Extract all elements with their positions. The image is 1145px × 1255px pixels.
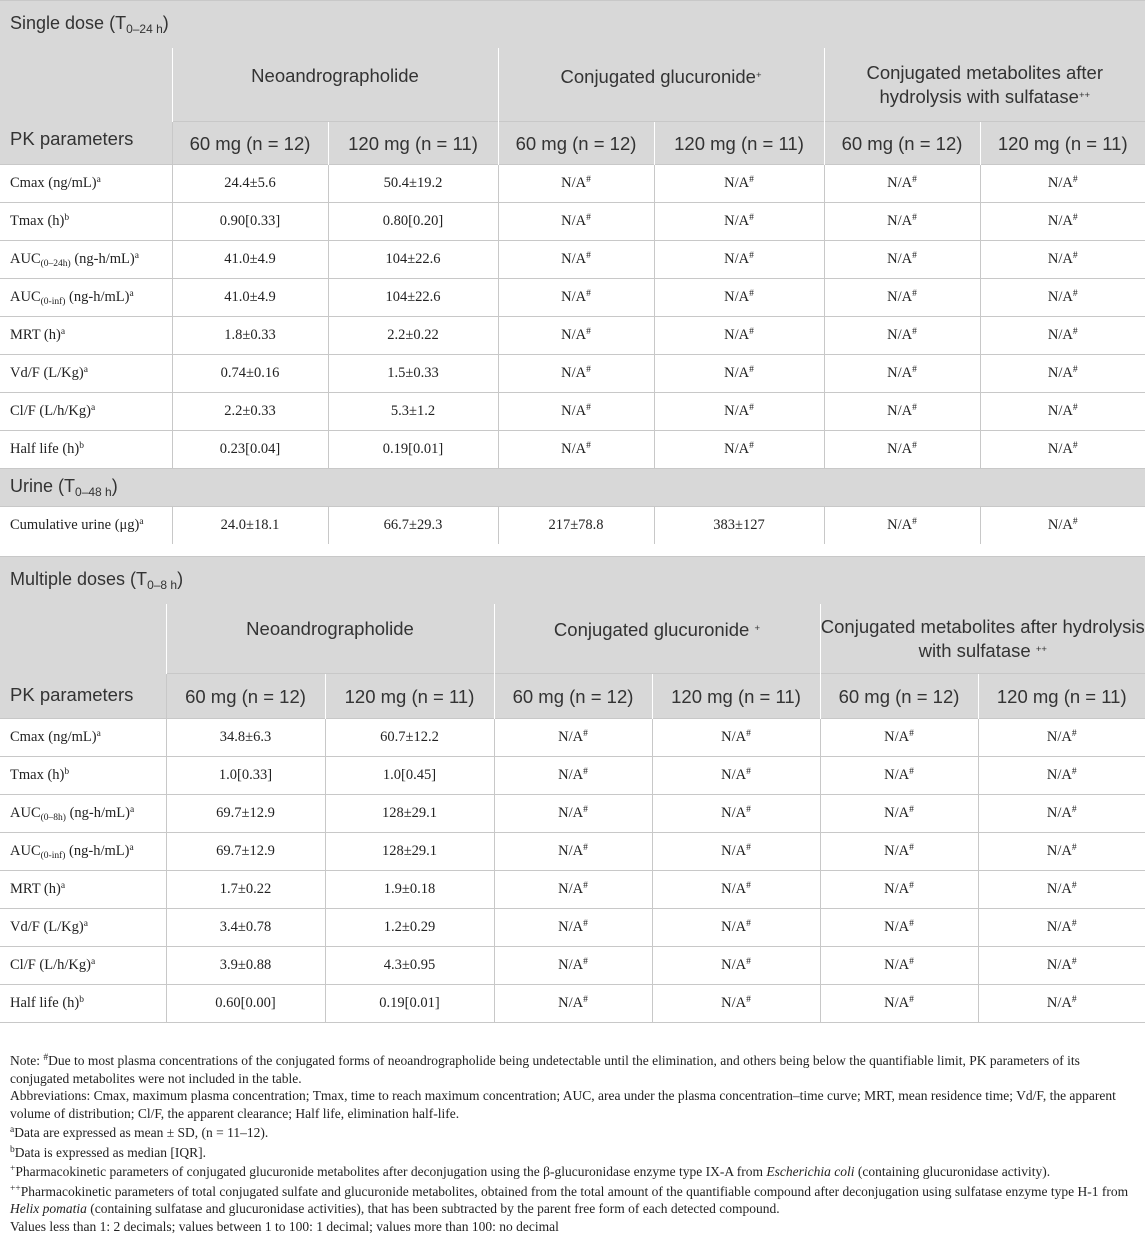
value-cell: 383±127 bbox=[654, 507, 824, 545]
dose-header-cell: 60 mg (n = 12) bbox=[494, 674, 652, 719]
value-cell: N/A# bbox=[494, 871, 652, 909]
value-cell: 69.7±12.9 bbox=[166, 833, 325, 871]
dose-header-cell: 120 mg (n = 11) bbox=[654, 122, 824, 165]
value-cell: 1.5±0.33 bbox=[328, 355, 498, 393]
value-cell: N/A# bbox=[498, 355, 654, 393]
value-cell: N/A# bbox=[820, 909, 978, 947]
dose-header-cell: 120 mg (n = 11) bbox=[978, 674, 1145, 719]
value-cell: N/A# bbox=[498, 393, 654, 431]
note-undetectable: Note: #Due to most plasma concentrations of the conjugated forms of neoandrographolide being undetectable until the elimination, and others being below the quantifiable limit, PK parameters of its conjugated metabolites were not included in the table. bbox=[10, 1053, 1080, 1086]
dose-header-row bbox=[0, 122, 1145, 165]
value-cell: 1.7±0.22 bbox=[166, 871, 325, 909]
value-cell: 66.7±29.3 bbox=[328, 507, 498, 545]
single-dose-table bbox=[0, 0, 1145, 544]
table-row bbox=[0, 795, 1145, 833]
group-conjugated-metabolites: Conjugated metabolites after hydrolysis with sulfatase++ bbox=[824, 48, 1145, 122]
value-cell: N/A# bbox=[654, 203, 824, 241]
value-cell: N/A# bbox=[980, 165, 1145, 203]
row-label: Cumulative urine $(\mu g)^a$ bbox=[0, 507, 172, 545]
value-cell: N/A# bbox=[654, 241, 824, 279]
value-cell: N/A# bbox=[824, 241, 980, 279]
row-label: Vd/F $(L/Kg)^a$ bbox=[0, 355, 172, 393]
table-row bbox=[0, 833, 1145, 871]
value-cell: N/A# bbox=[820, 795, 978, 833]
note-glucuronide: +Pharmacokinetic parameters of conjugated glucuronide metabolites after deconjugation using the β-glucuronidase enzyme type IX-A from Escherichia coli (containing glucuronidase activity). bbox=[10, 1164, 1051, 1179]
value-cell: N/A# bbox=[652, 871, 820, 909]
value-cell: N/A# bbox=[824, 317, 980, 355]
note-abbreviations: Abbreviations: Cmax, maximum plasma concentration; Tmax, time to reach maximum concentration; AUC, area under the plasma concentration–time curve; MRT, mean residence time; Vd/F, the apparent volume of distribution; Cl/F, the apparent clearance; Half life, elimination half-life. bbox=[10, 1088, 1116, 1121]
row-label: $AUC_{(0-8h)}$ $(ng-h/mL)^a$ bbox=[0, 795, 166, 833]
row-label: Cmax $(ng/mL)^a$ bbox=[0, 719, 166, 757]
row-label: MRT $(h)^a$ bbox=[0, 871, 166, 909]
table-row bbox=[0, 393, 1145, 431]
row-label: Half life $(h)^b$ bbox=[0, 985, 166, 1023]
table-row bbox=[0, 909, 1145, 947]
value-cell: N/A# bbox=[820, 833, 978, 871]
value-cell: N/A# bbox=[498, 241, 654, 279]
value-cell: N/A# bbox=[980, 393, 1145, 431]
group-neoandrographolide: Neoandrographolide bbox=[172, 48, 498, 122]
value-cell: 60.7±12.2 bbox=[325, 719, 494, 757]
value-cell: 41.0±4.9 bbox=[172, 241, 328, 279]
table-row bbox=[0, 203, 1145, 241]
value-cell: 41.0±4.9 bbox=[172, 279, 328, 317]
multiple-doses-title: Multiple doses $(T_{0-8 h})$ bbox=[0, 557, 1145, 604]
note-a: $^a$Data are expressed as mean ± SD, (n = 11–12). bbox=[10, 1125, 269, 1140]
value-cell: N/A# bbox=[978, 909, 1145, 947]
pk-parameters-header: PK parameters bbox=[0, 48, 172, 165]
table-row bbox=[0, 279, 1145, 317]
value-cell: N/A# bbox=[978, 833, 1145, 871]
dose-header-row bbox=[0, 674, 1145, 719]
dose-header-cell: 60 mg (n = 12) bbox=[166, 674, 325, 719]
value-cell: N/A# bbox=[978, 985, 1145, 1023]
dose-header-cell: 60 mg (n = 12) bbox=[824, 122, 980, 165]
value-cell: N/A# bbox=[494, 795, 652, 833]
value-cell: N/A# bbox=[980, 317, 1145, 355]
value-cell: N/A# bbox=[654, 279, 824, 317]
value-cell: 0.19[0.01] bbox=[325, 985, 494, 1023]
value-cell: N/A# bbox=[824, 279, 980, 317]
value-cell: N/A# bbox=[978, 719, 1145, 757]
group-neoandrographolide: Neoandrographolide bbox=[166, 604, 494, 674]
row-label: Tmax $(h)^b$ bbox=[0, 757, 166, 795]
value-cell: 104±22.6 bbox=[328, 279, 498, 317]
pk-parameters-header: PK parameters bbox=[0, 604, 166, 719]
value-cell: N/A# bbox=[980, 203, 1145, 241]
table-row bbox=[0, 947, 1145, 985]
value-cell: N/A# bbox=[652, 985, 820, 1023]
value-cell: 5.3±1.2 bbox=[328, 393, 498, 431]
value-cell: N/A# bbox=[498, 279, 654, 317]
value-cell: N/A# bbox=[980, 355, 1145, 393]
value-cell: N/A# bbox=[494, 947, 652, 985]
value-cell: N/A# bbox=[498, 165, 654, 203]
value-cell: N/A# bbox=[652, 833, 820, 871]
note-b: $^b$Data is expressed as median [IQR]. bbox=[10, 1144, 206, 1160]
value-cell: 0.74±0.16 bbox=[172, 355, 328, 393]
dose-header-cell: 120 mg (n = 11) bbox=[980, 122, 1145, 165]
value-cell: N/A# bbox=[824, 355, 980, 393]
single-dose-title: Single dose $(T_{0-24 h})$ bbox=[0, 1, 1145, 48]
value-cell: N/A# bbox=[824, 203, 980, 241]
value-cell: N/A# bbox=[652, 795, 820, 833]
group-conjugated-glucuronide: Conjugated glucuronide+ bbox=[498, 48, 824, 122]
value-cell: 50.4±19.2 bbox=[328, 165, 498, 203]
urine-title: Urine $(T_{0-48 h})$ bbox=[0, 469, 1145, 507]
value-cell: N/A# bbox=[820, 719, 978, 757]
value-cell: 1.2±0.29 bbox=[325, 909, 494, 947]
table-row bbox=[0, 317, 1145, 355]
dose-header-cell: 120 mg (n = 11) bbox=[325, 674, 494, 719]
value-cell: 4.3±0.95 bbox=[325, 947, 494, 985]
row-label: Half life $(h)^b$ bbox=[0, 431, 172, 469]
table-row bbox=[0, 757, 1145, 795]
value-cell: N/A# bbox=[978, 795, 1145, 833]
row-label: Cl/F $(L/h/Kg)^a$ bbox=[0, 393, 172, 431]
value-cell: N/A# bbox=[654, 165, 824, 203]
table-row-cumulative-urine bbox=[0, 507, 1145, 545]
value-cell: 1.0[0.45] bbox=[325, 757, 494, 795]
value-cell: 0.60[0.00] bbox=[166, 985, 325, 1023]
value-cell: N/A# bbox=[654, 431, 824, 469]
table-row bbox=[0, 165, 1145, 203]
value-cell: 24.0±18.1 bbox=[172, 507, 328, 545]
table-notes bbox=[10, 1050, 1135, 1235]
group-conjugated-metabolites: Conjugated metabolites after hydrolysis with sulfatase ++ bbox=[820, 604, 1145, 674]
value-cell: N/A# bbox=[494, 985, 652, 1023]
value-cell: N/A# bbox=[980, 279, 1145, 317]
row-label: Cmax $(ng/mL)^a$ bbox=[0, 165, 172, 203]
note-decimals: Values less than 1: 2 decimals; values between 1 to 100: 1 decimal; values more than 100: no decimal bbox=[10, 1218, 559, 1234]
value-cell: N/A# bbox=[978, 871, 1145, 909]
table-row bbox=[0, 985, 1145, 1023]
value-cell: N/A# bbox=[978, 757, 1145, 795]
value-cell: N/A# bbox=[494, 833, 652, 871]
table-row bbox=[0, 241, 1145, 279]
table-row bbox=[0, 719, 1145, 757]
value-cell: 1.0[0.33] bbox=[166, 757, 325, 795]
dose-header-cell: 60 mg (n = 12) bbox=[820, 674, 978, 719]
value-cell: N/A# bbox=[654, 393, 824, 431]
row-label: Cl/F $(L/h/Kg)^a$ bbox=[0, 947, 166, 985]
dose-header-cell: 60 mg (n = 12) bbox=[172, 122, 328, 165]
value-cell: N/A# bbox=[820, 947, 978, 985]
value-cell: N/A# bbox=[820, 871, 978, 909]
value-cell: 0.23[0.04] bbox=[172, 431, 328, 469]
row-label: $AUC_{(0-24h)}$ $(ng-h/mL)^a$ bbox=[0, 241, 172, 279]
value-cell: N/A# bbox=[654, 355, 824, 393]
value-cell: N/A# bbox=[494, 909, 652, 947]
value-cell: N/A# bbox=[494, 757, 652, 795]
value-cell: 1.9±0.18 bbox=[325, 871, 494, 909]
table-row bbox=[0, 431, 1145, 469]
value-cell: N/A# bbox=[980, 507, 1145, 545]
value-cell: N/A# bbox=[820, 757, 978, 795]
row-label: Vd/F $(L/Kg)^a$ bbox=[0, 909, 166, 947]
dose-header-cell: 120 mg (n = 11) bbox=[328, 122, 498, 165]
row-label: Tmax $(h)^b$ bbox=[0, 203, 172, 241]
value-cell: 2.2±0.22 bbox=[328, 317, 498, 355]
value-cell: 3.9±0.88 bbox=[166, 947, 325, 985]
value-cell: 128±29.1 bbox=[325, 795, 494, 833]
row-label: $AUC_{(0-inf)}$ $(ng-h/mL)^a$ bbox=[0, 279, 172, 317]
value-cell: N/A# bbox=[652, 947, 820, 985]
value-cell: N/A# bbox=[494, 719, 652, 757]
dose-header-cell: 120 mg (n = 11) bbox=[652, 674, 820, 719]
value-cell: N/A# bbox=[654, 317, 824, 355]
value-cell: N/A# bbox=[824, 393, 980, 431]
multiple-doses-table bbox=[0, 556, 1145, 1023]
value-cell: N/A# bbox=[824, 165, 980, 203]
table-row bbox=[0, 871, 1145, 909]
value-cell: 0.19[0.01] bbox=[328, 431, 498, 469]
group-conjugated-glucuronide: Conjugated glucuronide + bbox=[494, 604, 820, 674]
row-label: MRT $(h)^a$ bbox=[0, 317, 172, 355]
value-cell: N/A# bbox=[980, 241, 1145, 279]
value-cell: 69.7±12.9 bbox=[166, 795, 325, 833]
value-cell: 24.4±5.6 bbox=[172, 165, 328, 203]
value-cell: N/A# bbox=[498, 431, 654, 469]
value-cell: N/A# bbox=[498, 317, 654, 355]
value-cell: N/A# bbox=[498, 203, 654, 241]
value-cell: N/A# bbox=[820, 985, 978, 1023]
value-cell: N/A# bbox=[824, 431, 980, 469]
table-row bbox=[0, 355, 1145, 393]
dose-header-cell: 60 mg (n = 12) bbox=[498, 122, 654, 165]
value-cell: N/A# bbox=[980, 431, 1145, 469]
row-label: $AUC_{(0-inf)}$ $(ng-h/mL)^a$ bbox=[0, 833, 166, 871]
value-cell: N/A# bbox=[652, 909, 820, 947]
value-cell: N/A# bbox=[824, 507, 980, 545]
value-cell: 3.4±0.78 bbox=[166, 909, 325, 947]
value-cell: 34.8±6.3 bbox=[166, 719, 325, 757]
value-cell: 217±78.8 bbox=[498, 507, 654, 545]
value-cell: N/A# bbox=[652, 757, 820, 795]
value-cell: 0.80[0.20] bbox=[328, 203, 498, 241]
value-cell: N/A# bbox=[978, 947, 1145, 985]
value-cell: 128±29.1 bbox=[325, 833, 494, 871]
value-cell: 2.2±0.33 bbox=[172, 393, 328, 431]
note-sulfatase: ++Pharmacokinetic parameters of total conjugated sulfate and glucuronide metabolites, obtained from the total amount of the quantifiable compound after deconjugation using sulfatase enzyme type H-1 from Helix pomatia (containing sulfatase and glucuronidase activities), that has been subtracted by the parent free form of each detected compound. bbox=[10, 1183, 1129, 1216]
value-cell: N/A# bbox=[652, 719, 820, 757]
value-cell: 0.90[0.33] bbox=[172, 203, 328, 241]
value-cell: 104±22.6 bbox=[328, 241, 498, 279]
value-cell: 1.8±0.33 bbox=[172, 317, 328, 355]
